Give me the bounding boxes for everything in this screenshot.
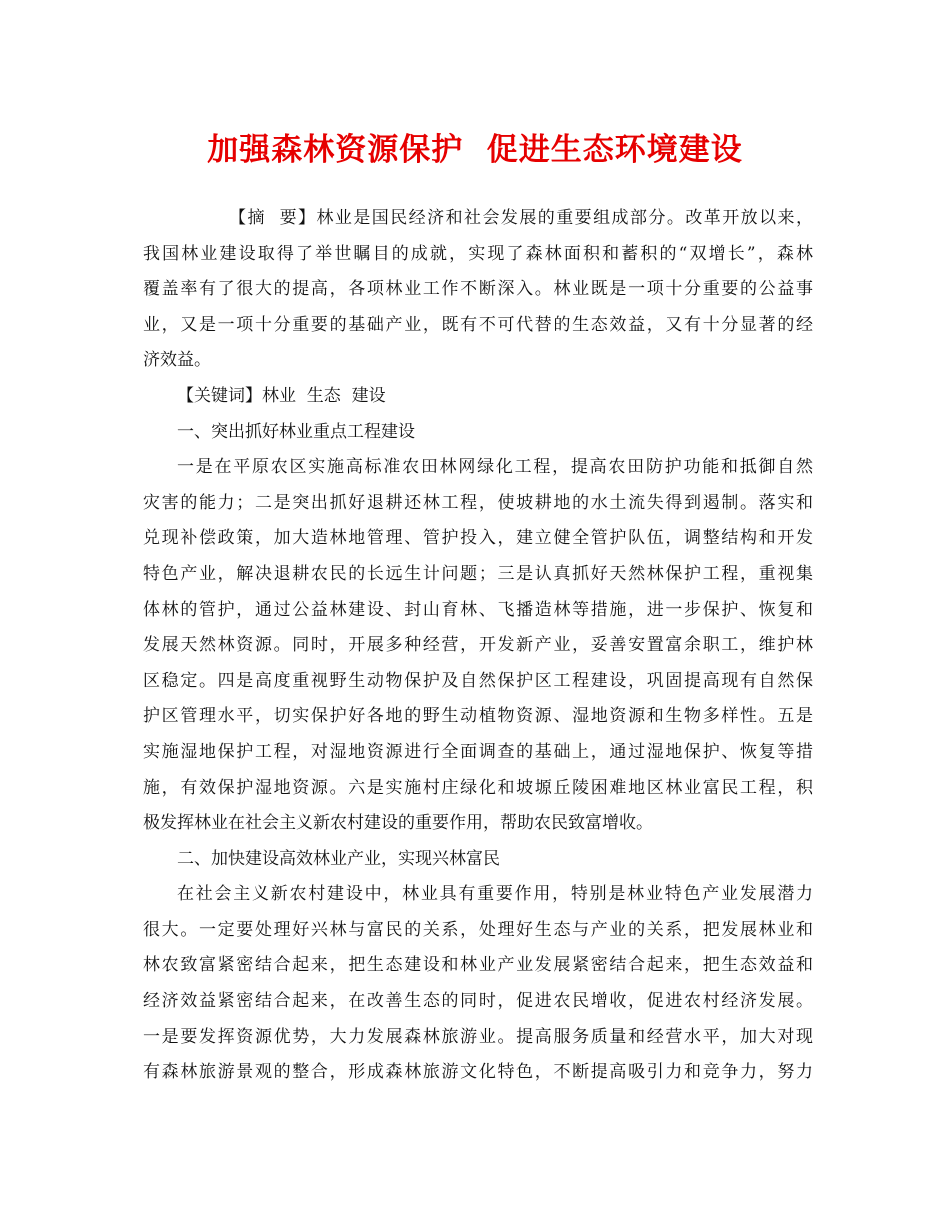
text-line: 【摘 要】林业是国民经济和社会发展的重要组成部分。改革开放以来， [229,208,813,228]
text-line: 一是在平原农区实施高标准农田林网绿化工程，提高农田防护功能和抵御自然 [177,457,813,478]
text-line: 林农致富紧密结合起来，把生态建设和林业产业发展紧密结合起来，把生态效益和 [143,955,813,976]
text-line: 施，有效保护湿地资源。六是实施村庄绿化和坡塬丘陵困难地区林业富民工程，积 [143,777,813,798]
text-line: 在社会主义新农村建设中，林业具有重要作用，特别是林业特色产业发展潜力 [177,884,813,905]
text-line: 我国林业建设取得了举世瞩目的成就，实现了森林面积和蓄积的“双增长”，森林 [143,243,813,264]
text-line: 很大。一定要处理好兴林与富民的关系，处理好生态与产业的关系，把发展林业和 [143,919,813,940]
document-body [143,201,813,1091]
text-line: 一、突出抓好林业重点工程建设 [177,421,415,442]
text-line: 极发挥林业在社会主义新农村建设的重要作用，帮助农民致富增收。 [143,813,653,834]
text-line: 经济效益紧密结合起来，在改善生态的同时，促进农民增收，促进农村经济发展。 [143,991,813,1012]
text-line: 济效益。 [143,350,211,371]
text-line: 体林的管护，通过公益林建设、封山育林、飞播造林等措施，进一步保护、恢复和 [143,599,813,620]
text-line: 【关键词】林业 生态 建设 [177,385,386,406]
text-line: 发展天然林资源。同时，开展多种经营，开发新产业，妥善安置富余职工，维护林 [143,635,813,656]
text-line: 灾害的能力；二是突出抓好退耕还林工程，使坡耕地的水土流失得到遏制。落实和 [143,492,813,513]
text-line: 护区管理水平，切实保护好各地的野生动植物资源、湿地资源和生物多样性。五是 [143,706,813,727]
text-line: 实施湿地保护工程，对湿地资源进行全面调查的基础上，通过湿地保护、恢复等措 [143,741,813,762]
text-line: 特色产业，解决退耕农民的长远生计问题；三是认真抓好天然林保护工程，重视集 [143,563,813,584]
text-line: 业，又是一项十分重要的基础产业，既有不可代替的生态效益，又有十分显著的经 [143,314,813,335]
text-line: 一是要发挥资源优势，大力发展森林旅游业。提高服务质量和经营水平，加大对现 [143,1026,813,1047]
text-line: 区稳定。四是高度重视野生动物保护及自然保护区工程建设，巩固提高现有自然保 [143,670,813,691]
text-line: 二、加快建设高效林业产业，实现兴林富民 [177,848,500,869]
text-line: 有森林旅游景观的整合，形成森林旅游文化特色，不断提高吸引力和竞争力，努力 [143,1062,813,1083]
text-line: 兑现补偿政策，加大造林地管理、管护投入，建立健全管护队伍，调整结构和开发 [143,528,813,549]
text-line: 覆盖率有了很大的提高，各项林业工作不断深入。林业既是一项十分重要的公益事 [143,279,813,300]
document-title: 加强森林资源保护 促进生态环境建设 [207,132,743,168]
